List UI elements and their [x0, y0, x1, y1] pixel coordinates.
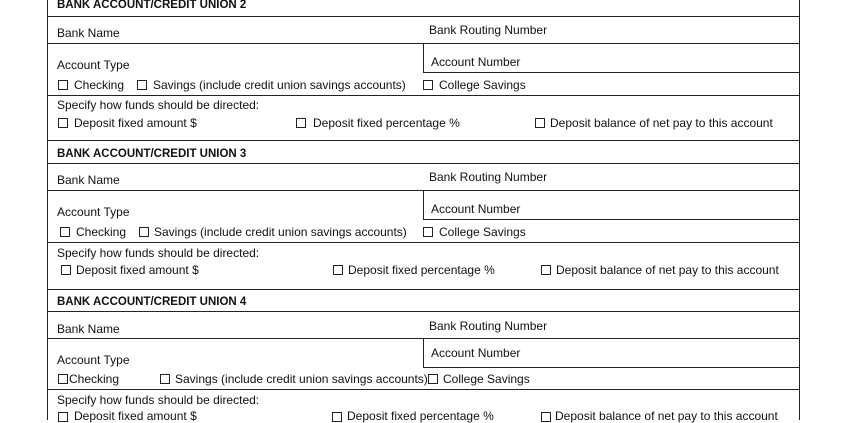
section-3-college-label: College Savings [439, 225, 526, 239]
section-3-college-checkbox[interactable] [423, 227, 433, 237]
section-3-savings-label: Savings (include credit union savings accounts) [154, 225, 407, 239]
divider [47, 140, 800, 141]
section-3-fixed-amount-checkbox[interactable] [61, 265, 71, 275]
section-4-specify-label: Specify how funds should be directed: [57, 393, 260, 407]
section-4-routing-label: Bank Routing Number [429, 319, 548, 333]
section-3-title: BANK ACCOUNT/CREDIT UNION 3 [57, 148, 247, 160]
section-4-account-number-label: Account Number [431, 346, 521, 360]
section-3-routing-label: Bank Routing Number [429, 170, 548, 184]
section-4-bank-name-label: Bank Name [57, 322, 120, 336]
section-2-college-label: College Savings [439, 78, 526, 92]
divider [423, 367, 800, 368]
divider-vertical [423, 338, 424, 367]
section-4-title: BANK ACCOUNT/CREDIT UNION 4 [57, 296, 247, 308]
section-2-specify-label: Specify how funds should be directed: [57, 98, 260, 112]
section-2-savings-label: Savings (include credit union savings accounts) [153, 78, 406, 92]
section-2-checking-checkbox[interactable] [58, 80, 68, 90]
section-2-savings-checkbox[interactable] [137, 80, 147, 90]
divider [47, 16, 800, 17]
section-4-college-label: College Savings [443, 372, 530, 386]
section-2-title: BANK ACCOUNT/CREDIT UNION 2 [57, 0, 247, 11]
section-2-checking-label: Checking [74, 78, 125, 92]
section-4-savings-checkbox[interactable] [160, 374, 170, 384]
divider [47, 289, 800, 290]
section-4-checking-label: Checking [69, 372, 120, 386]
section-2-fixed-percent-label: Deposit fixed percentage % [313, 116, 460, 130]
section-2-bank-name-label: Bank Name [57, 26, 120, 40]
section-3-balance-checkbox[interactable] [541, 265, 551, 275]
section-3-checking-label: Checking [76, 225, 127, 239]
section-4-balance-label: Deposit balance of net pay to this account [555, 409, 778, 423]
section-4-account-type-label: Account Type [57, 353, 130, 367]
section-3-fixed-amount-label: Deposit fixed amount $ [76, 263, 199, 277]
section-3-bank-name-label: Bank Name [57, 173, 120, 187]
section-4-savings-label: Savings (include credit union savings accounts) [175, 372, 428, 386]
section-4-fixed-amount-label: Deposit fixed amount $ [74, 409, 197, 423]
divider [423, 72, 800, 73]
section-2-fixed-amount-checkbox[interactable] [58, 118, 68, 128]
section-3-fixed-percent-checkbox[interactable] [333, 265, 343, 275]
section-3-checking-checkbox[interactable] [60, 227, 70, 237]
section-2-fixed-percent-checkbox[interactable] [296, 118, 306, 128]
form-border-right [799, 0, 800, 420]
section-3-account-number-label: Account Number [431, 202, 521, 216]
section-2-college-checkbox[interactable] [423, 80, 433, 90]
section-2-account-number-label: Account Number [431, 55, 521, 69]
divider [47, 242, 800, 243]
divider [47, 95, 800, 96]
section-2-account-type-label: Account Type [57, 58, 130, 72]
section-4-checking-checkbox[interactable] [58, 374, 68, 384]
divider [423, 219, 800, 220]
divider [47, 389, 800, 390]
section-4-fixed-percent-label: Deposit fixed percentage % [347, 409, 494, 423]
section-3-savings-checkbox[interactable] [139, 227, 149, 237]
form-border-left [47, 0, 48, 420]
section-4-college-checkbox[interactable] [428, 374, 438, 384]
section-3-specify-label: Specify how funds should be directed: [57, 246, 260, 260]
divider [47, 311, 800, 312]
section-4-balance-checkbox[interactable] [541, 412, 551, 422]
section-2-balance-checkbox[interactable] [535, 118, 545, 128]
divider-vertical [423, 190, 424, 219]
section-4-fixed-amount-checkbox[interactable] [58, 412, 68, 422]
section-3-account-type-label: Account Type [57, 205, 130, 219]
section-2-balance-label: Deposit balance of net pay to this account [550, 116, 773, 130]
divider-vertical [423, 43, 424, 72]
section-2-fixed-amount-label: Deposit fixed amount $ [74, 116, 197, 130]
section-4-fixed-percent-checkbox[interactable] [332, 412, 342, 422]
section-2-routing-label: Bank Routing Number [429, 23, 548, 37]
divider [47, 163, 800, 164]
section-3-fixed-percent-label: Deposit fixed percentage % [348, 263, 495, 277]
section-3-balance-label: Deposit balance of net pay to this account [556, 263, 779, 277]
